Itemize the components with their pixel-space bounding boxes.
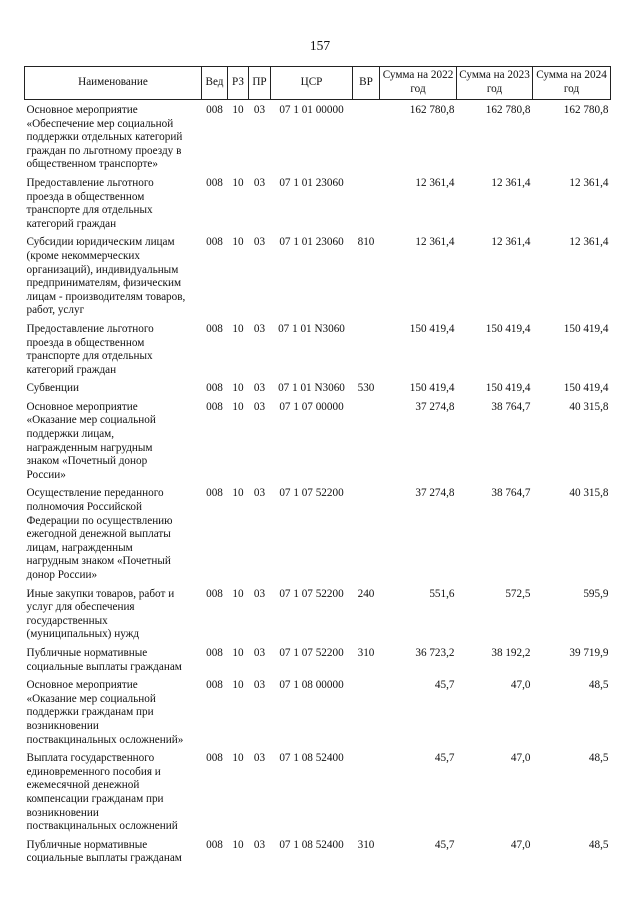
row-name-line: «Обеспечение мер социальной (26, 117, 174, 130)
row-sum-2023: 47,0 (510, 752, 531, 765)
row-name-line: граждан по льготному проезду в (26, 144, 182, 157)
row-name-line: транспорте для отдельных (26, 350, 153, 363)
row-csr: 07 1 01 00000 (279, 104, 344, 116)
table-row (25, 647, 611, 679)
table-row (25, 839, 611, 871)
row-pr: 03 (253, 176, 266, 189)
row-name-line: Основное мероприятие (26, 679, 138, 692)
row-csr: 07 1 01 23060 (279, 176, 344, 189)
row-name-line: (кроме некоммерческих (26, 249, 140, 262)
row-ved: 008 (206, 587, 223, 600)
row-name (25, 588, 202, 647)
table-row (25, 236, 611, 323)
row-csr: 07 1 07 52200 (279, 487, 344, 500)
row-csr: 07 1 07 00000 (279, 400, 344, 413)
row-name-line: социальные выплаты гражданам (26, 852, 182, 865)
row-name-line: Предоставление льготного (26, 176, 154, 189)
row-sum-2024: 12 361,4 (569, 176, 609, 189)
row-vr (353, 679, 380, 752)
row-name-line: услуг для обеспечения (26, 601, 135, 614)
row-pr: 03 (253, 838, 266, 851)
row-name-line: социальные выплаты гражданам (26, 660, 182, 673)
table-row (25, 401, 611, 488)
row-rz: 10 (232, 176, 244, 189)
row-sum-2022: 150 419,4 (409, 322, 455, 335)
row-pr: 03 (253, 587, 266, 600)
row-name (25, 382, 202, 401)
row-pr: 03 (253, 104, 266, 116)
row-csr: 07 1 01 23060 (279, 236, 344, 249)
row-sum-2022: 45,7 (434, 752, 455, 765)
row-name-line: знаком «Почетный донор (26, 455, 148, 468)
row-csr: 07 1 08 52400 (279, 838, 344, 851)
row-name-line: Субвенции (26, 382, 79, 395)
row-name-line: ежемесячной денежной (26, 779, 140, 792)
row-name-line: Осуществление переданного (26, 487, 164, 500)
row-sum-2024: 48,5 (588, 752, 609, 765)
row-name (25, 177, 202, 236)
row-csr: 07 1 01 N3060 (278, 322, 345, 335)
row-name-line: возникновении (26, 719, 99, 732)
row-ved: 008 (206, 176, 223, 189)
row-vr: 810 (357, 236, 375, 249)
row-sum-2022: 12 361,4 (415, 176, 455, 189)
table-row (25, 177, 611, 236)
row-sum-2023: 150 419,4 (485, 322, 531, 335)
row-name (25, 100, 202, 177)
header-csr: ЦСР (271, 67, 353, 100)
row-csr: 07 1 01 N3060 (278, 382, 345, 395)
row-name-line: проезда в общественном (26, 190, 145, 203)
header-pr: ПР (249, 67, 271, 100)
row-sum-2023: 47,0 (510, 838, 531, 851)
header-name: Наименование (25, 67, 202, 100)
row-name-line: «Оказание мер социальной (26, 692, 156, 705)
row-sum-2023: 12 361,4 (491, 236, 531, 249)
row-name-line: ежегодной денежной выплаты (26, 528, 171, 541)
row-rz: 10 (232, 646, 244, 659)
row-rz: 10 (232, 382, 244, 395)
row-ved: 008 (206, 838, 223, 851)
row-rz: 10 (232, 236, 244, 249)
row-sum-2024: 40 315,8 (569, 487, 609, 500)
row-name-line: государственных (26, 614, 108, 627)
row-pr: 03 (253, 679, 266, 692)
row-sum-2023: 38 764,7 (491, 487, 531, 500)
row-csr: 07 1 07 52200 (279, 646, 344, 659)
row-pr: 03 (253, 236, 266, 249)
header-rz: РЗ (228, 67, 249, 100)
row-ved: 008 (206, 400, 223, 413)
row-sum-2022: 12 361,4 (415, 236, 455, 249)
row-rz: 10 (232, 587, 244, 600)
row-name-line: России» (26, 468, 66, 481)
row-sum-2023: 38 192,2 (491, 646, 531, 659)
row-name-line: компенсации гражданам при (26, 792, 164, 805)
page-number: 157 (309, 38, 331, 53)
row-rz: 10 (232, 752, 244, 765)
row-name-line: возникновении (26, 806, 99, 819)
row-ved: 008 (206, 322, 223, 335)
row-name-line: Выплата государственного (26, 752, 155, 765)
row-pr: 03 (253, 400, 266, 413)
row-sum-2022: 37 274,8 (415, 487, 455, 500)
header-sum-2023: Сумма на 2023 год (457, 67, 533, 100)
row-name-line: нагрудным знаком «Почетный (26, 555, 171, 568)
row-ved: 008 (206, 487, 223, 500)
row-ved: 008 (206, 382, 223, 395)
row-vr: 310 (357, 646, 375, 659)
row-name-line: донор России» (26, 569, 98, 581)
row-sum-2022: 45,7 (434, 838, 455, 851)
row-sum-2024: 48,5 (588, 838, 609, 851)
row-sum-2023: 150 419,4 (485, 382, 531, 395)
row-sum-2022: 162 780,8 (409, 104, 455, 116)
table-row (25, 752, 611, 839)
row-sum-2023: 38 764,7 (491, 400, 531, 413)
row-rz: 10 (232, 322, 244, 335)
row-name-line: предпринимателям, физическим (26, 277, 182, 290)
row-vr (353, 100, 380, 177)
row-vr (353, 487, 380, 587)
row-name-line: поствакцинальных осложнений (26, 820, 178, 833)
row-sum-2024: 150 419,4 (563, 382, 609, 395)
row-name (25, 752, 202, 839)
row-ved: 008 (206, 679, 223, 692)
table-row (25, 588, 611, 647)
row-name-line: лицам - производителям товаров, (26, 290, 186, 303)
row-sum-2024: 48,5 (588, 679, 609, 692)
row-ved: 008 (206, 752, 223, 765)
row-name-line: общественном транспорте» (26, 158, 158, 171)
row-name-line: транспорте для отдельных (26, 204, 153, 217)
header-ved: Вед (202, 67, 228, 100)
row-sum-2023: 572,5 (505, 587, 531, 600)
row-name-line: Основное мероприятие (26, 400, 138, 413)
row-vr: 530 (357, 382, 375, 395)
row-sum-2022: 150 419,4 (409, 382, 455, 395)
header-vr: ВР (353, 67, 380, 100)
row-name-line: категорий граждан (26, 217, 117, 230)
row-rz: 10 (232, 400, 244, 413)
row-name-line: поддержки отдельных категорий (26, 131, 183, 144)
row-name-line: поддержки лицам, (26, 428, 115, 441)
row-vr (353, 401, 380, 488)
row-sum-2022: 36 723,2 (415, 646, 455, 659)
row-name (25, 679, 202, 752)
row-sum-2024: 12 361,4 (569, 236, 609, 249)
row-name (25, 839, 202, 871)
row-name-line: «Оказание мер социальной (26, 414, 156, 427)
row-ved: 008 (206, 104, 223, 116)
row-name-line: поддержки гражданам при (26, 706, 154, 719)
row-name-line: лицам, награжденным (26, 541, 133, 554)
row-pr: 03 (253, 382, 266, 395)
row-sum-2022: 45,7 (434, 679, 455, 692)
row-sum-2022: 37 274,8 (415, 400, 455, 413)
row-name-line: награжденным нагрудным (26, 441, 153, 454)
row-name-line: поствакцинальных осложнений» (26, 733, 184, 746)
row-name-line: Основное мероприятие (26, 104, 138, 116)
row-pr: 03 (253, 646, 266, 659)
table-row (25, 679, 611, 752)
row-name-line: Иные закупки товаров, работ и (26, 587, 175, 600)
row-name-line: единовременного пособия и (26, 765, 161, 778)
row-ved: 008 (206, 646, 223, 659)
header-sum-2024: Сумма на 2024 год (533, 67, 611, 100)
row-name (25, 647, 202, 679)
table-row (25, 100, 611, 177)
row-name-line: проезда в общественном (26, 336, 145, 349)
row-pr: 03 (253, 752, 266, 765)
row-vr (353, 752, 380, 839)
row-sum-2024: 39 719,9 (569, 646, 609, 659)
row-name (25, 236, 202, 323)
table-header-row (25, 67, 611, 100)
row-sum-2024: 150 419,4 (563, 322, 609, 335)
row-vr: 310 (357, 838, 375, 851)
row-name-line: организаций), индивидуальным (26, 263, 179, 276)
row-csr: 07 1 07 52200 (279, 587, 344, 600)
row-name-line: работ, услуг (26, 304, 85, 317)
row-name (25, 401, 202, 488)
budget-table (24, 66, 611, 871)
table-row (25, 487, 611, 587)
row-name (25, 323, 202, 382)
table-row (25, 382, 611, 401)
header-sum-2022: Сумма на 2022 год (380, 67, 457, 100)
row-name-line: Публичные нормативные (26, 838, 148, 851)
row-ved: 008 (206, 236, 223, 249)
row-csr: 07 1 08 00000 (279, 679, 344, 692)
row-sum-2024: 595,9 (583, 587, 609, 600)
table-body (25, 100, 611, 871)
row-sum-2022: 551,6 (429, 587, 455, 600)
row-name-line: полномочия Российской (26, 501, 142, 514)
row-name-line: Субсидии юридическим лицам (26, 236, 175, 249)
row-sum-2024: 162 780,8 (563, 104, 609, 116)
row-pr: 03 (253, 487, 266, 500)
row-name-line: Предоставление льготного (26, 322, 154, 335)
row-name-line: категорий граждан (26, 363, 117, 376)
row-sum-2023: 12 361,4 (491, 176, 531, 189)
row-name-line: Публичные нормативные (26, 646, 148, 659)
row-name (25, 487, 202, 587)
row-vr (353, 177, 380, 236)
table-row (25, 323, 611, 382)
row-sum-2023: 162 780,8 (485, 104, 531, 116)
row-rz: 10 (232, 679, 244, 692)
row-rz: 10 (232, 487, 244, 500)
row-name-line: Федерации по осуществлению (26, 514, 173, 527)
row-rz: 10 (232, 838, 244, 851)
row-vr: 240 (357, 587, 375, 600)
row-name-line: (муниципальных) нужд (26, 628, 140, 641)
row-sum-2024: 40 315,8 (569, 400, 609, 413)
row-sum-2023: 47,0 (510, 679, 531, 692)
row-rz: 10 (232, 104, 244, 116)
row-csr: 07 1 08 52400 (279, 752, 344, 765)
row-vr (353, 323, 380, 382)
row-pr: 03 (253, 322, 266, 335)
